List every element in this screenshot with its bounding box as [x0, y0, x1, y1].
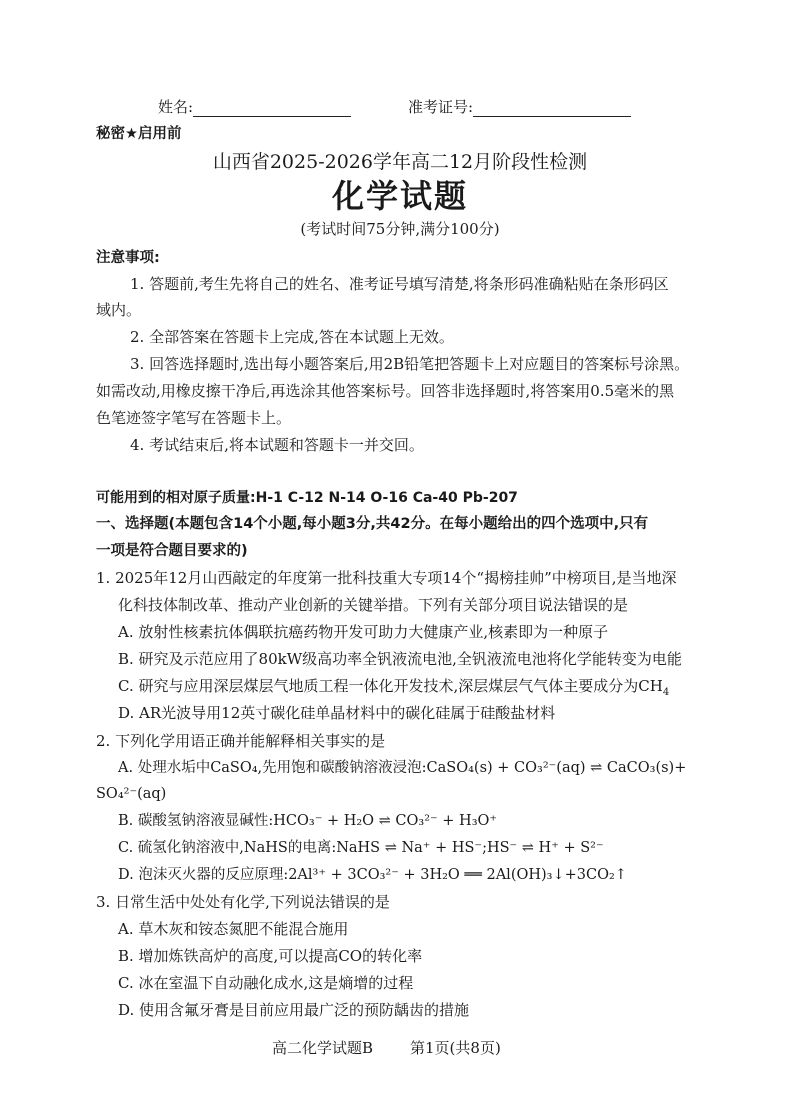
q3-option-c[interactable]: C. 冰在室温下自动融化成水,这是熵增的过程 — [118, 974, 414, 992]
notice-item-3-line-2: 如需改动,用橡皮擦干净后,再选涂其他答案标号。回答非选择题时,将答案用0.5毫米的黑 — [96, 382, 675, 400]
q1-stem-line-2: 化科技体制改革、推动产业创新的关键举措。下列有关部分项目说法错误的是 — [118, 596, 629, 614]
exam-id-blank[interactable] — [473, 100, 631, 117]
q3-stem: 3. 日常生活中处处有化学,下列说法错误的是 — [96, 893, 390, 911]
candidate-info-row — [0, 96, 800, 120]
q3-option-d[interactable]: D. 使用含氟牙膏是目前应用最广泛的预防龋齿的措施 — [118, 1001, 470, 1019]
notice-item-2: 2. 全部答案在答题卡上完成,答在本试题上无效。 — [130, 328, 454, 346]
q1-option-c-subscript: 4 — [662, 687, 670, 698]
name-blank[interactable] — [193, 100, 351, 117]
notice-item-1-line-1: 1. 答题前,考生先将自己的姓名、准考证号填写清楚,将条形码准确粘贴在条形码区 — [130, 275, 669, 293]
secret-label: 秘密★启用前 — [96, 126, 182, 142]
q2-option-a-line-2: SO₄²⁻(aq) — [96, 786, 167, 802]
exam-id-field[interactable] — [408, 96, 631, 117]
exam-subtitle: 山西省2025-2026学年高二12月阶段性检测 — [212, 151, 588, 173]
q2-option-a-line-1[interactable]: A. 处理水垢中CaSO₄,先用饱和碳酸钠溶液浸泡:CaSO₄(s) + CO₃²⁻(aq) ⇌ CaCO₃(s)+ — [118, 760, 687, 776]
atomic-masses: 可能用到的相对原子质量:H-1 C-12 N-14 O-16 Ca-40 Pb-207 — [96, 490, 518, 506]
q3-option-a[interactable]: A. 草木灰和铵态氮肥不能混合施用 — [118, 920, 349, 938]
footer-page-number: 第1页(共8页) — [410, 1039, 501, 1057]
exam-info: (考试时间75分钟,满分100分) — [300, 220, 500, 238]
q1-option-b[interactable]: B. 研究及示范应用了80kW级高功率全钒液流电池,全钒液流电池将化学能转变为电能 — [118, 650, 682, 668]
notice-item-1-line-2: 域内。 — [96, 301, 142, 319]
q1-option-d[interactable]: D. AR光波导用12英寸碳化硅单晶材料中的碳化硅属于硅酸盐材料 — [118, 704, 556, 722]
footer-subject: 高二化学试题B — [272, 1039, 374, 1057]
section-1-heading-line-1: 一、选择题(本题包含14个小题,每小题3分,共42分。在每小题给出的四个选项中,只有 — [96, 516, 649, 532]
section-1-heading-line-2: 一项是符合题目要求的) — [96, 543, 248, 559]
q2-option-d[interactable]: D. 泡沫灭火器的反应原理:2Al³⁺ + 3CO₃²⁻ + 3H₂O ══ 2Al(OH)₃↓+3CO₂↑ — [118, 867, 627, 883]
q1-stem-line-1: 1. 2025年12月山西敲定的年度第一批科技重大专项14个“揭榜挂帅”中榜项目,是当地深 — [96, 569, 677, 587]
notice-heading: 注意事项: — [96, 250, 160, 266]
q1-option-a[interactable]: A. 放射性核素抗体偶联抗癌药物开发可助力大健康产业,核素即为一种原子 — [118, 623, 609, 641]
q3-option-b[interactable]: B. 增加炼铁高炉的高度,可以提高CO的转化率 — [118, 947, 423, 965]
q1-option-c[interactable] — [118, 676, 669, 696]
notice-item-3-line-1: 3. 回答选择题时,选出每小题答案后,用2B铅笔把答题卡上对应题目的答案标号涂黑。 — [130, 355, 690, 373]
notice-item-4: 4. 考试结束后,将本试题和答题卡一并交回。 — [130, 436, 424, 454]
q2-option-b[interactable]: B. 碳酸氢钠溶液显碱性:HCO₃⁻ + H₂O ⇌ CO₃²⁻ + H₃O⁺ — [118, 813, 498, 829]
exam-id-label: 准考证号: — [408, 98, 474, 116]
exam-title: 化学试题 — [331, 177, 468, 215]
name-label: 姓名: — [158, 98, 194, 116]
notice-item-3-line-3: 色笔迹签字笔写在答题卡上。 — [96, 409, 292, 427]
q1-option-c-text: C. 研究与应用深层煤层气地质工程一体化开发技术,深层煤层气气体主要成分为CH — [118, 677, 663, 695]
q2-stem: 2. 下列化学用语正确并能解释相关事实的是 — [96, 732, 386, 750]
name-field[interactable] — [158, 96, 351, 117]
q2-option-c[interactable]: C. 硫氢化钠溶液中,NaHS的电离:NaHS ⇌ Na⁺ + HS⁻;HS⁻ ⇌ H⁺ + S²⁻ — [118, 840, 604, 856]
